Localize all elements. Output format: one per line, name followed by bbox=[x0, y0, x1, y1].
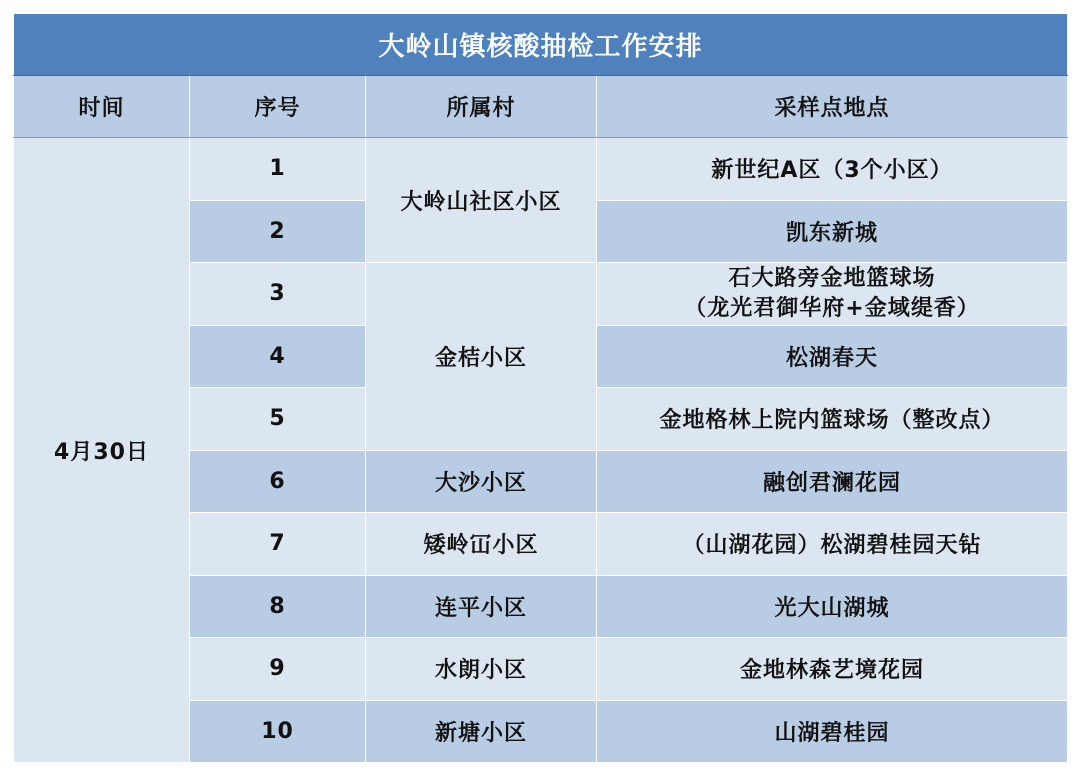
index-cell: 1 bbox=[190, 138, 366, 201]
site-cell: 金地格林上院内篮球场（整改点） bbox=[597, 388, 1068, 451]
site-cell: 山湖碧桂园 bbox=[597, 700, 1068, 763]
site-cell bbox=[597, 263, 1068, 326]
index-cell: 2 bbox=[190, 200, 366, 263]
index-cell: 9 bbox=[190, 638, 366, 701]
table-row bbox=[14, 138, 1068, 201]
village-cell: 矮岭冚小区 bbox=[366, 513, 597, 576]
index-cell: 8 bbox=[190, 575, 366, 638]
index-cell: 4 bbox=[190, 325, 366, 388]
site-cell: 融创君澜花园 bbox=[597, 450, 1068, 513]
village-cell: 金桔小区 bbox=[366, 263, 597, 451]
site-cell: 松湖春天 bbox=[597, 325, 1068, 388]
site-line-2: （龙光君御华府+金域缇香） bbox=[684, 295, 980, 321]
site-cell: 凯东新城 bbox=[597, 200, 1068, 263]
site-cell: 金地林森艺境花园 bbox=[597, 638, 1068, 701]
index-cell: 3 bbox=[190, 263, 366, 326]
index-cell: 6 bbox=[190, 450, 366, 513]
title-row bbox=[14, 14, 1068, 76]
header-row bbox=[14, 76, 1068, 138]
index-cell: 5 bbox=[190, 388, 366, 451]
header-time: 时间 bbox=[14, 76, 190, 138]
schedule-table bbox=[13, 13, 1068, 763]
header-village: 所属村 bbox=[366, 76, 597, 138]
index-cell: 7 bbox=[190, 513, 366, 576]
date-cell: 4月30日 bbox=[14, 138, 190, 763]
index-cell: 10 bbox=[190, 700, 366, 763]
site-cell: （山湖花园）松湖碧桂园天钻 bbox=[597, 513, 1068, 576]
site-cell: 光大山湖城 bbox=[597, 575, 1068, 638]
village-cell: 水朗小区 bbox=[366, 638, 597, 701]
site-cell: 新世纪A区（3个小区） bbox=[597, 138, 1068, 201]
header-site: 采样点地点 bbox=[597, 76, 1068, 138]
header-index: 序号 bbox=[190, 76, 366, 138]
table-title: 大岭山镇核酸抽检工作安排 bbox=[14, 14, 1068, 76]
village-cell: 新塘小区 bbox=[366, 700, 597, 763]
village-cell: 连平小区 bbox=[366, 575, 597, 638]
village-cell: 大沙小区 bbox=[366, 450, 597, 513]
village-cell: 大岭山社区小区 bbox=[366, 138, 597, 263]
site-line-1: 石大路旁金地篮球场 bbox=[728, 265, 936, 291]
